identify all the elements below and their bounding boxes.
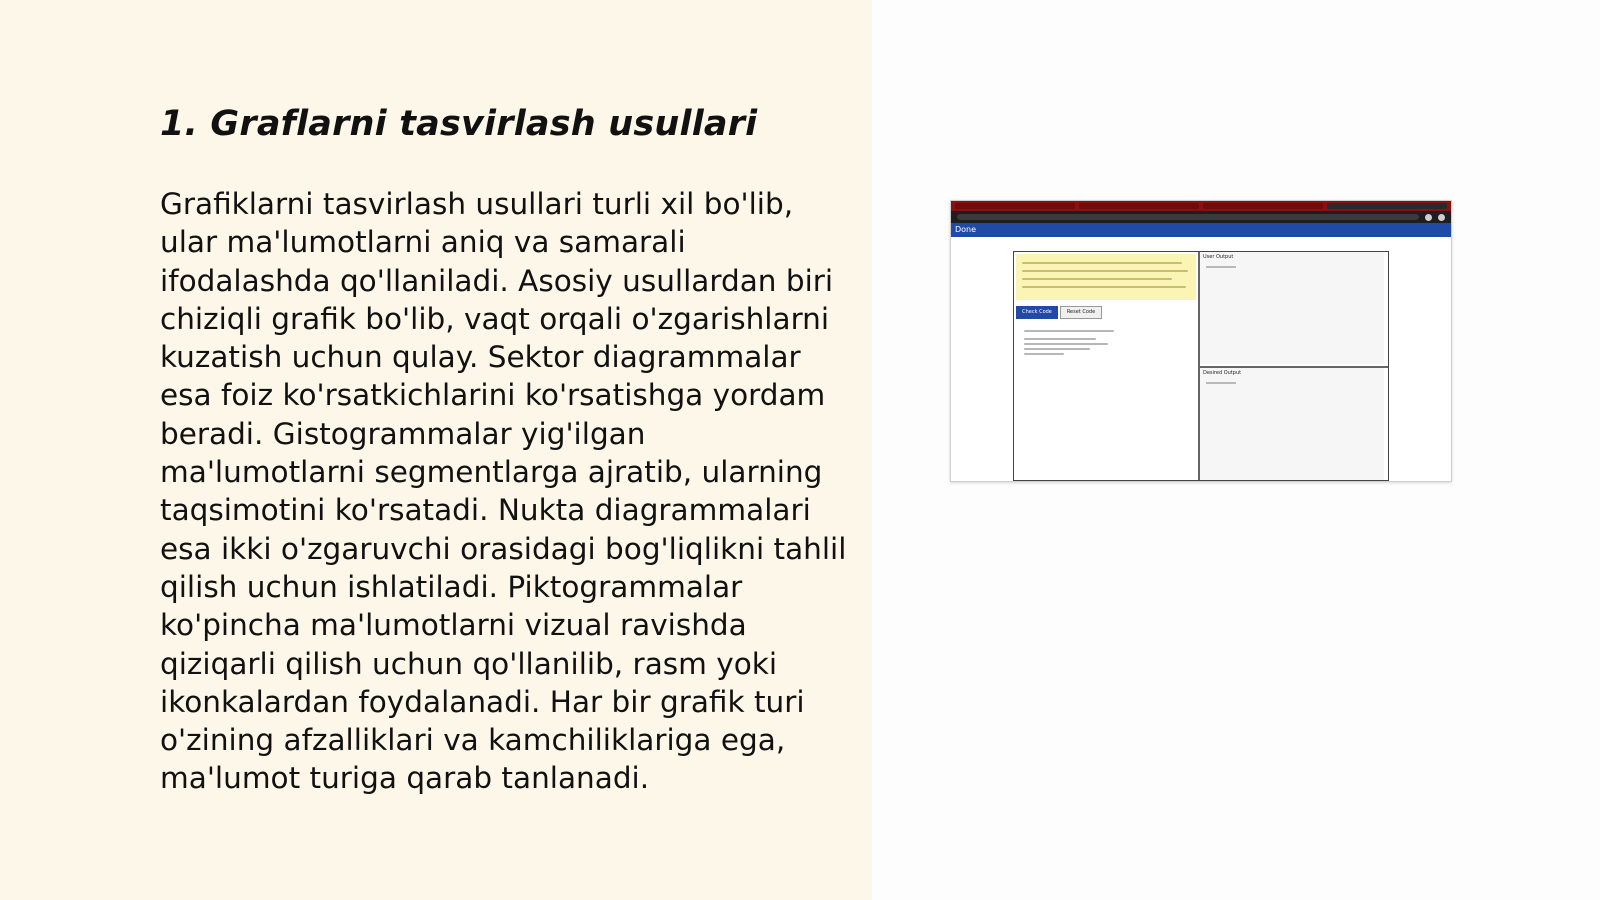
task-text-line	[1022, 278, 1172, 280]
slide-title: 1. Graflarni tasvirlash usullari	[160, 104, 758, 144]
slide-body-text: Grafiklarni tasvirlash usullari turli xil bo'lib, ular ma'lumotlarni aniq va samarali ifodalashda qo'llaniladi. Asosiy usullardan biri chiziqli grafik bo'lib, vaqt orqali o'zgarishlarni kuzatish uchun qulay. Sektor diagrammalar esa foiz ko'rsatkichlarini ko'rsatishga yordam beradi. Gistogrammalar yig'ilgan ma'lumotlarni segmentlarga ajratib, ularning taqsimotini ko'rsatadi. Nukta diagrammalari esa ikki o'zgaruvchi orasidagi bog'liqlikni tahlil qilish uchun ishlatiladi. Piktogrammalar ko'pincha ma'lumotlarni vizual ravishda qiziqarli qilish uchun qo'llanilib, rasm yoki ikonkalardan foydalanadi. Har bir grafik turi o'zining afzalliklari va kamchiliklariga ega, ma'lumot turiga qarab tanlanadi.	[160, 187, 847, 796]
browser-tab-strip	[951, 201, 1451, 211]
app-bar: Done	[951, 223, 1451, 237]
check-code-button: Check Code	[1016, 306, 1058, 319]
task-text-line	[1022, 270, 1188, 272]
browser-tab-active	[1327, 203, 1447, 209]
code-exercise	[1013, 251, 1389, 481]
editor-column	[1014, 252, 1200, 480]
user-output-label: User Output	[1203, 254, 1234, 260]
output-line	[1206, 266, 1236, 268]
task-description	[1016, 254, 1196, 300]
browser-tab	[1079, 203, 1199, 209]
user-output-pane	[1200, 252, 1384, 364]
task-text-line	[1022, 262, 1182, 264]
browser-tab	[1203, 203, 1323, 209]
output-column	[1200, 252, 1388, 480]
browser-address-bar	[951, 211, 1451, 223]
code-line	[1024, 338, 1096, 340]
extension-icon	[1438, 214, 1445, 221]
reset-code-button: Reset Code	[1060, 306, 1102, 319]
expected-output-label: Desired Output	[1203, 370, 1242, 376]
url-field	[957, 214, 1419, 220]
browser-tab	[955, 203, 1075, 209]
expected-output-pane	[1200, 368, 1384, 480]
task-text-line	[1022, 286, 1186, 288]
code-line	[1024, 330, 1114, 332]
code-line	[1024, 343, 1108, 345]
embedded-screenshot	[950, 200, 1452, 482]
code-line	[1024, 348, 1090, 350]
output-line	[1206, 382, 1236, 384]
code-line	[1024, 353, 1064, 355]
profile-icon	[1425, 214, 1432, 221]
